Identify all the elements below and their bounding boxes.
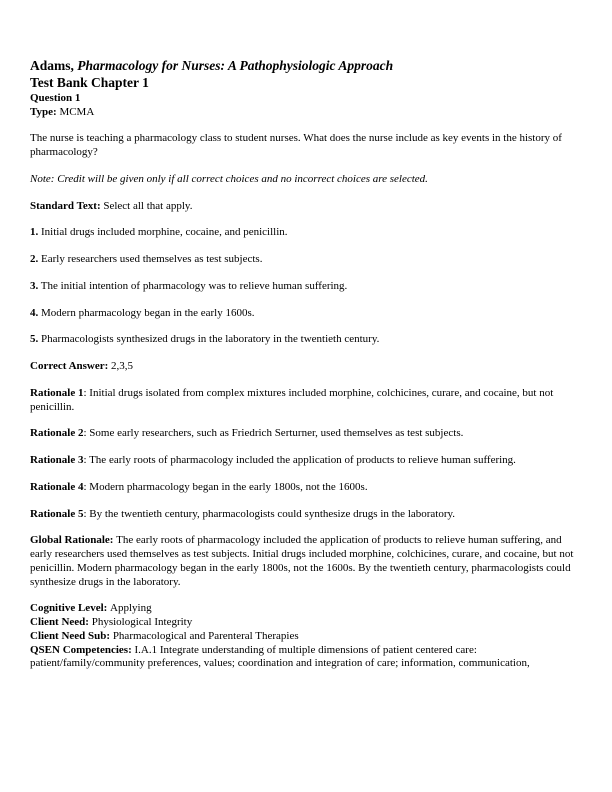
client-need-sub-line xyxy=(30,630,580,644)
option-5-number: 5. xyxy=(30,333,39,346)
book-author: Adams, xyxy=(30,58,78,73)
rationale-5-text: : By the twentieth century, pharmacologists could synthesize drugs in the laboratory. xyxy=(83,507,456,520)
rationale-4-label: Rationale 4 xyxy=(30,480,84,493)
standard-text-line xyxy=(30,200,580,214)
question-number: Question 1 xyxy=(30,91,81,104)
option-2-text: Early researchers used themselves as test subjects. xyxy=(38,253,263,265)
question-stem: The nurse is teaching a pharmacology class to student nurses. What does the nurse include as key events in the history of pharmacology? xyxy=(30,132,562,158)
metadata-block xyxy=(30,602,580,671)
option-2-number: 2. xyxy=(30,253,39,265)
rationale-3 xyxy=(30,454,580,468)
option-4 xyxy=(30,307,580,321)
rationale-2 xyxy=(30,427,580,441)
standard-text-value: Select all that apply. xyxy=(103,199,193,212)
option-4-text: Modern pharmacology began in the early 1600s. xyxy=(38,306,255,319)
option-2 xyxy=(30,253,580,267)
option-3 xyxy=(30,280,580,294)
correct-answer-label: Correct Answer: xyxy=(30,360,112,372)
question-type-line xyxy=(30,106,580,120)
qsen-competencies-line xyxy=(30,644,580,672)
option-4-number: 4. xyxy=(30,306,39,319)
client-need-sub-value: Pharmacological and Parenteral Therapies xyxy=(112,629,299,642)
correct-answer-value: 2,3,5 xyxy=(111,360,134,372)
global-rationale xyxy=(30,534,580,589)
client-need-line xyxy=(30,616,580,630)
cognitive-level-label: Cognitive Level: xyxy=(30,602,111,615)
rationale-2-text: : Some early researchers, such as Friedrich Serturner, used themselves as test subjects. xyxy=(83,427,464,440)
option-1-text: Initial drugs included morphine, cocaine, and penicillin. xyxy=(38,226,288,239)
book-title: Pharmacology for Nurses: A Pathophysiologic Approach xyxy=(77,58,394,73)
global-rationale-text: The early roots of pharmacology included the application of products to relieve human suffering, and early researchers used themselves as test subjects. Initial drugs included morphine, colchicines, curare, and cocaine, but not penicillin. Modern pharmacology began in the early 1800s, not the 1600s. By the twentieth century, pharmacologists could synthesize drugs in the laboratory. xyxy=(30,534,574,588)
qsen-competencies-label: QSEN Competencies: xyxy=(30,643,135,656)
standard-text-label: Standard Text: xyxy=(30,199,104,212)
option-3-number: 3. xyxy=(30,279,39,292)
cognitive-level-line xyxy=(30,602,580,616)
rationale-5 xyxy=(30,508,580,522)
rationale-4-text: : Modern pharmacology began in the early 1800s, not the 1600s. xyxy=(83,480,368,493)
type-value: MCMA xyxy=(59,105,95,118)
correct-answer-line xyxy=(30,360,580,374)
rationale-1 xyxy=(30,387,580,415)
option-1-number: 1. xyxy=(30,226,39,239)
qsen-competencies-value: I.A.1 Integrate understanding of multiple dimensions of patient centered care: patient/family/community preferences, values; coordination and integration of care; information, communication, xyxy=(30,643,530,670)
rationale-3-text: : The early roots of pharmacology included the application of products to relieve human suffering. xyxy=(83,454,516,466)
rationale-4 xyxy=(30,481,580,495)
type-label: Type: xyxy=(30,105,60,118)
chapter-title: Test Bank Chapter 1 xyxy=(30,74,149,90)
option-5-text: Pharmacologists synthesized drugs in the laboratory in the twentieth century. xyxy=(38,333,380,346)
book-title-line xyxy=(30,58,580,75)
option-3-text: The initial intention of pharmacology was to relieve human suffering. xyxy=(38,279,348,292)
rationale-1-text: : Initial drugs isolated from complex mixtures included morphine, colchicines, curare, and cocaine, but not penicillin. xyxy=(30,386,554,413)
option-1 xyxy=(30,226,580,240)
rationale-1-label: Rationale 1 xyxy=(30,386,84,399)
rationale-3-label: Rationale 3 xyxy=(30,454,84,466)
cognitive-level-value: Applying xyxy=(110,602,152,615)
option-5 xyxy=(30,333,580,347)
client-need-sub-label: Client Need Sub: xyxy=(30,629,113,642)
credit-note: Note: Credit will be given only if all correct choices and no incorrect choices are selected. xyxy=(30,172,428,185)
rationale-2-label: Rationale 2 xyxy=(30,427,84,440)
global-rationale-label: Global Rationale: xyxy=(30,534,117,547)
client-need-label: Client Need: xyxy=(30,616,92,628)
rationale-5-label: Rationale 5 xyxy=(30,507,84,520)
client-need-value: Physiological Integrity xyxy=(91,616,193,628)
